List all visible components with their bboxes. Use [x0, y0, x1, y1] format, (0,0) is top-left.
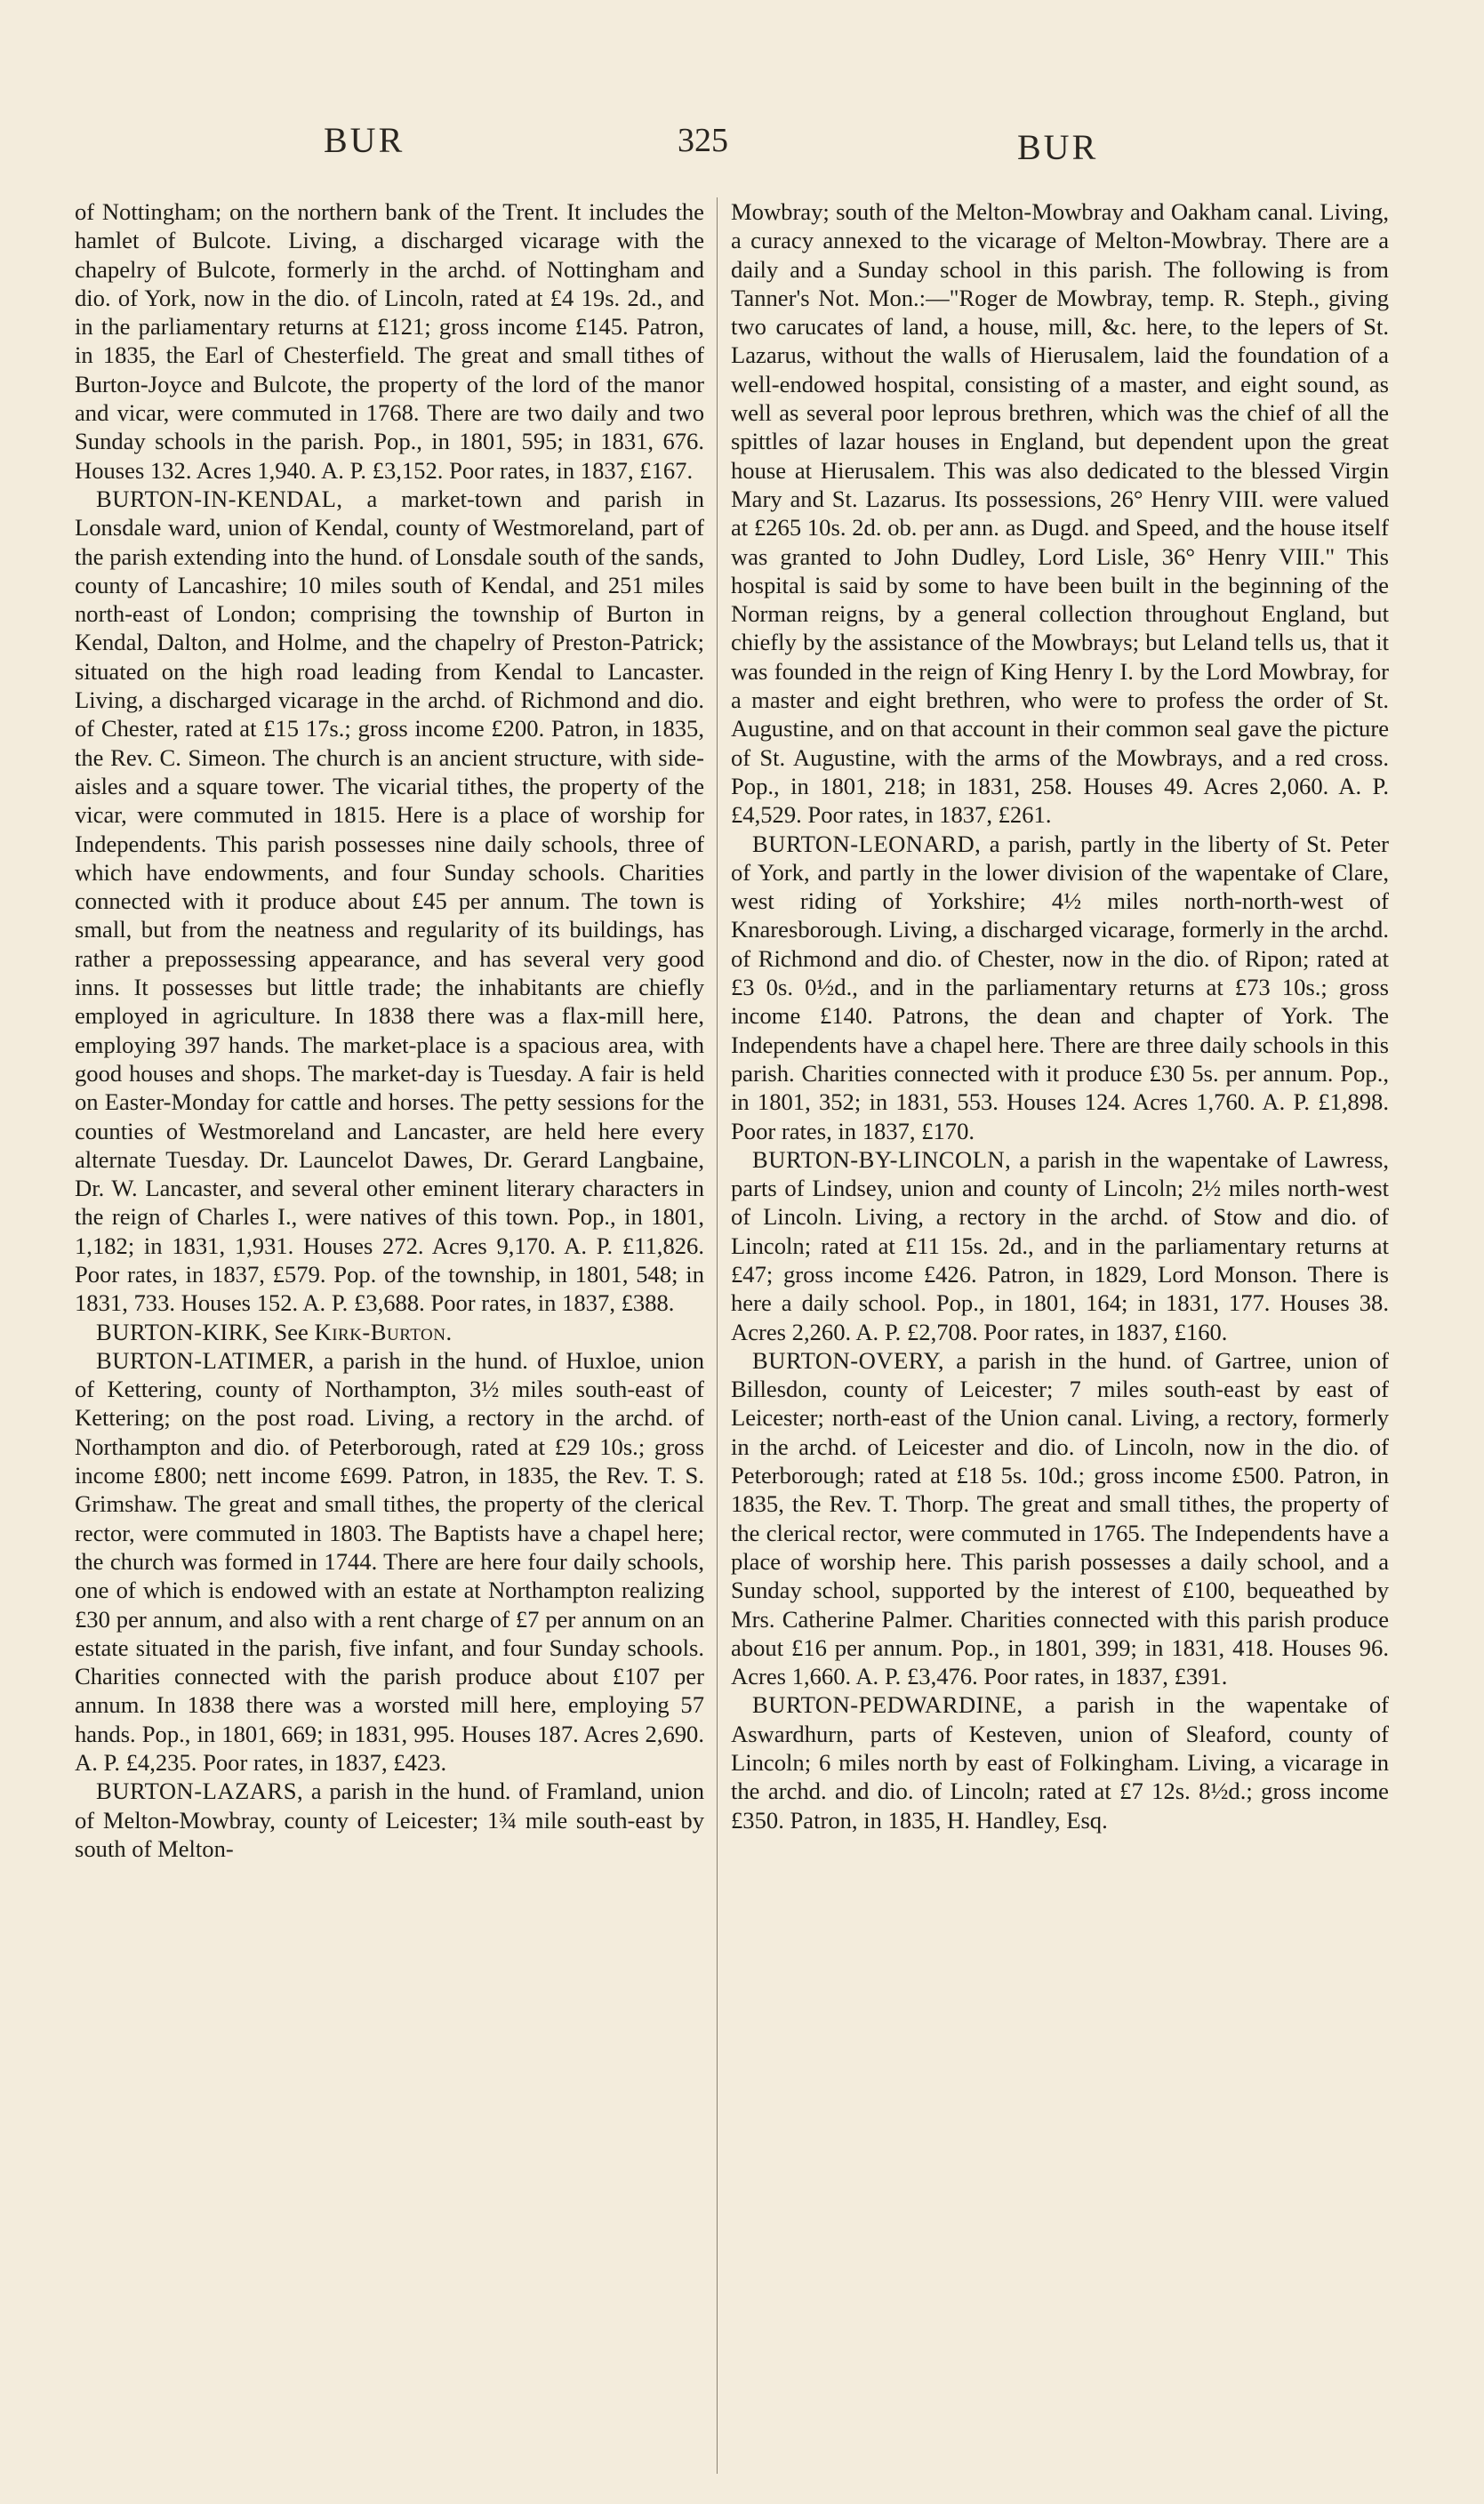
headword: BURTON-IN-KENDAL,	[96, 485, 343, 512]
headword: BURTON-PEDWARDINE,	[752, 1691, 1023, 1719]
left-column	[75, 197, 704, 1863]
headword: BURTON-LAZARS,	[96, 1778, 304, 1805]
entry-text: a parish in the hund. of Huxloe, union of Kettering, county of Northampton, 3½ miles south-east of Kettering; on the post road. Living, a rectory in the archd. of Northampton and dio. of Peterborough, rated at £29 10s.; gross income £800; nett income £699. Patron, in 1835, the Rev. T. S. Grimshaw. The great and small tithes, the property of the clerical rector, were commuted in 1803. The Baptists have a chapel here; the church was formed in 1744. There are here four daily schools, one of which is endowed with an estate at Northampton realizing £30 per annum, and also with a rent charge of £7 per annum on an estate situated in the parish, five infant, and four Sunday schools. Charities connected with the parish produce about £107 per annum. In 1838 there was a worsted mill here, employing 57 hands. Pop., in 1801, 669; in 1831, 995. Houses 187. Acres 2,690. A. P. £4,235. Poor rates, in 1837, £423.	[75, 1346, 704, 1777]
entry-text: a parish in the hund. of Framland, union of Melton-Mowbray, county of Leicester; 1¾ mile south-east by south of Melton-	[75, 1778, 704, 1862]
running-head-left: BUR	[324, 120, 405, 160]
entry-text: See	[268, 1318, 315, 1345]
entry-burton-overy	[731, 1346, 1389, 1691]
right-column	[731, 197, 1389, 1834]
cross-reference: Kirk-Burton.	[314, 1318, 453, 1345]
entry-burton-lazars-continued: Mowbray; south of the Melton-Mowbray and Oakham canal. Living, a curacy annexed to the vicarage of Melton-Mowbray. There are a daily and a Sunday school in this parish. The following is from Tanner's Not. Mon.:—"Roger de Mowbray, temp. R. Steph., giving two carucates of land, a house, mill, &c. here, to the lepers of St. Lazarus, without the walls of Hierusalem, laid the foundation of a well-endowed hospital, consisting of a master, and eight sound, as well as several poor leprous brethren, which was the chief of all the spittles of lazar houses in England, but dependent upon the great house at Hierusalem. This was also dedicated to the blessed Virgin Mary and St. Lazarus. Its possessions, 26° Henry VIII. were valued at £265 10s. 2d. ob. per ann. as Dugd. and Speed, and the house itself was granted to John Dudley, Lord Lisle, 36° Henry VIII." This hospital is said by some to have been built in the beginning of the Norman reigns, by a general collection throughout England, but chiefly by the assistance of the Mowbrays; but Leland tells us, that it was founded in the reign of King Henry I. by the Lord Mowbray, for a master and eight brethren, who were to profess the order of St. Augustine, and on that account in their common seal gave the picture of St. Augustine, with the arms of the Mowbrays, and a red cross. Pop., in 1801, 218; in 1831, 258. Houses 49. Acres 2,060. A. P. £4,529. Poor rates, in 1837, £261.	[731, 198, 1389, 829]
entry-burton-by-lincoln	[731, 1145, 1389, 1346]
entry-text: a parish in the wapentake of Aswardhurn, parts of Kesteven, union of Sleaford, county of Lincoln; 6 miles north by east of Folkingham. Living, a vicarage in the archd. and dio. of Lincoln; rated at £7 12s. 8½d.; gross income £350. Patron, in 1835, H. Handley, Esq.	[731, 1691, 1389, 1834]
entry-text: a parish, partly in the liberty of St. Peter of York, and partly in the lower division of the wapentake of Clare, west riding of Yorkshire; 4½ miles north-north-west of Knaresborough. Living, a discharged vicarage, formerly in the archd. of Richmond and dio. of Chester, now in the dio. of Ripon; rated at £3 0s. 0½d., and in the parliamentary returns at £73 10s.; gross income £140. Patrons, the dean and chapter of York. The Independents have a chapel here. There are three daily schools in this parish. Charities connected with it produce £30 5s. per annum. Pop., in 1801, 352; in 1831, 553. Houses 124. Acres 1,760. A. P. £1,898. Poor rates, in 1837, £170.	[731, 830, 1389, 1144]
headword: BURTON-LATIMER,	[96, 1346, 315, 1374]
headword: BURTON-BY-LINCOLN,	[752, 1145, 1012, 1173]
entry-burton-latimer	[75, 1346, 704, 1777]
entry-burton-kirk	[75, 1318, 704, 1346]
entry-burton-in-kendal	[75, 485, 704, 1318]
entry-burton-pedwardine	[731, 1690, 1389, 1834]
page-number: 325	[678, 122, 728, 159]
headword: BURTON-OVERY,	[752, 1346, 944, 1374]
running-head-right: BUR	[1017, 127, 1099, 167]
entry-burton-lazars	[75, 1777, 704, 1863]
column-divider	[717, 197, 718, 2474]
entry-burton-joyce-continued: of Nottingham; on the northern bank of the Trent. It includes the hamlet of Bulcote. Living, a discharged vicarage with the chapelry of Bulcote, formerly in the archd. of Nottingham and dio. of York, now in the dio. of Lincoln, rated at £4 19s. 2d., and in the parliamentary returns at £121; gross income £145. Patron, in 1835, the Earl of Chesterfield. The great and small tithes of Burton-Joyce and Bulcote, the property of the lord of the manor and vicar, were commuted in 1768. There are two daily and two Sunday schools in the parish. Pop., in 1801, 595; in 1831, 676. Houses 132. Acres 1,940. A. P. £3,152. Poor rates, in 1837, £167.	[75, 198, 704, 484]
entry-burton-leonard	[731, 830, 1389, 1145]
entry-text: a parish in the wapentake of Lawress, parts of Lindsey, union and county of Lincoln; 2½ miles north-west of Lincoln. Living, a rectory in the archd. of Stow and dio. of Lincoln; rated at £11 15s. 2d., and in the parliamentary returns at £47; gross income £426. Patron, in 1829, Lord Monson. There is here a daily school. Pop., in 1801, 164; in 1831, 177. Houses 38. Acres 2,260. A. P. £2,708. Poor rates, in 1837, £160.	[731, 1145, 1389, 1345]
entry-text: a parish in the hund. of Gartree, union of Billesdon, county of Leicester; 7 miles south-east by east of Leicester; north-east of the Union canal. Living, a rectory, formerly in the archd. of Leicester and dio. of Lincoln, now in the dio. of Peterborough; rated at £18 5s. 10d.; gross income £500. Patron, in 1835, the Rev. T. Thorp. The great and small tithes, the property of the clerical rector, were commuted in 1765. The Independents have a place of worship here. This parish possesses a daily school, and a Sunday school, supported by the interest of £100, bequeathed by Mrs. Catherine Palmer. Charities connected with this parish produce about £16 per annum. Pop., in 1801, 399; in 1831, 418. Houses 96. Acres 1,660. A. P. £3,476. Poor rates, in 1837, £391.	[731, 1346, 1389, 1690]
entry-text: a market-town and parish in Lonsdale ward, union of Kendal, county of Westmoreland, part of the parish extending into the hund. of Lonsdale south of the sands, county of Lancashire; 10 miles south of Kendal, and 251 miles north-east of London; comprising the township of Burton in Kendal, Dalton, and Holme, and the chapelry of Preston-Patrick; situated on the high road leading from Kendal to Lancaster. Living, a discharged vicarage in the archd. of Richmond and dio. of Chester, rated at £15 17s.; gross income £200. Patron, in 1835, the Rev. C. Simeon. The church is an ancient structure, with side-aisles and a square tower. The vicarial tithes, the property of the vicar, were commuted in 1815. Here is a place of worship for Independents. This parish possesses nine daily schools, three of which have endowments, and four Sunday schools. Charities connected with it produce about £45 per annum. The town is small, but from the neatness and regularity of its buildings, has rather a prepossessing appearance, and has several very good inns. It possesses but little trade; the inhabitants are chiefly employed in agriculture. In 1838 there was a flax-mill here, employing 397 hands. The market-place is a spacious area, with good houses and shops. The market-day is Tuesday. A fair is held on Easter-Monday for cattle and horses. The petty sessions for the counties of Westmoreland and Lancaster, are held here every alternate Tuesday. Dr. Launcelot Dawes, Dr. Gerard Langbaine, Dr. W. Lancaster, and several other eminent literary characters in the reign of Charles I., were natives of this town. Pop., in 1801, 1,182; in 1831, 1,931. Houses 272. Acres 9,170. A. P. £11,826. Poor rates, in 1837, £579. Pop. of the township, in 1801, 548; in 1831, 733. Houses 152. A. P. £3,688. Poor rates, in 1837, £388.	[75, 485, 704, 1317]
headword: BURTON-KIRK,	[96, 1318, 269, 1345]
headword: BURTON-LEONARD,	[752, 830, 982, 857]
